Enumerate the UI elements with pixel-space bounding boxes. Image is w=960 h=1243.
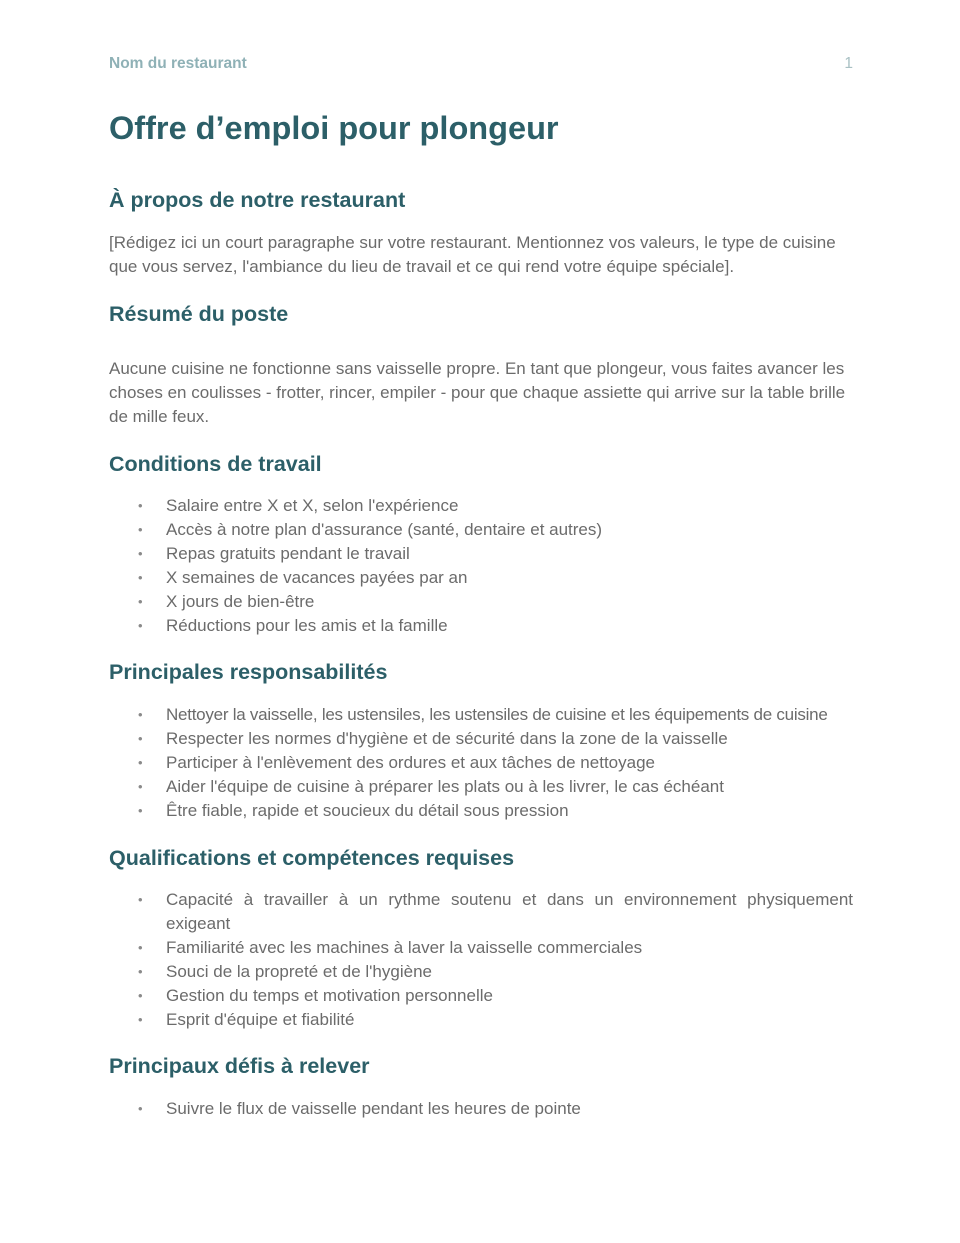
list-item	[109, 984, 853, 1008]
list-item	[109, 518, 853, 542]
list-item-text: Esprit d'équipe et fiabilité	[166, 1010, 355, 1029]
about-paragraph: [Rédigez ici un court paragraphe sur votre restaurant. Mentionnez vos valeurs, le type de cuisine que vous servez, l'ambiance du lieu de travail et ce qui rend votre équipe spéciale].	[109, 233, 836, 276]
list-item-text: Salaire entre X et X, selon l'expérience	[166, 496, 459, 515]
section-heading-about: À propos de notre restaurant	[109, 188, 406, 212]
list-item	[109, 1008, 853, 1032]
conditions-list	[109, 494, 853, 638]
list-item	[109, 703, 853, 727]
restaurant-name: Nom du restaurant	[109, 55, 247, 72]
list-item-text: Suivre le flux de vaisselle pendant les heures de pointe	[166, 1099, 581, 1118]
bullet-icon: •	[138, 731, 143, 746]
bullet-icon: •	[138, 988, 143, 1003]
list-item	[109, 590, 853, 614]
list-item-text: Nettoyer la vaisselle, les ustensiles, les ustensiles de cuisine et les équipements de cuisine	[166, 705, 828, 724]
list-item	[109, 751, 853, 775]
list-item	[109, 888, 853, 936]
section-heading-conditions: Conditions de travail	[109, 452, 322, 476]
list-item	[109, 566, 853, 590]
bullet-icon: •	[138, 522, 143, 537]
list-item	[109, 494, 853, 518]
list-item-text: Participer à l'enlèvement des ordures et aux tâches de nettoyage	[166, 753, 655, 772]
list-item	[109, 542, 853, 566]
bullet-icon: •	[138, 964, 143, 979]
bullet-icon: •	[138, 1101, 143, 1116]
challenges-list	[109, 1097, 853, 1121]
bullet-icon: •	[138, 594, 143, 609]
list-item-text: Aider l'équipe de cuisine à préparer les plats ou à les livrer, le cas échéant	[166, 777, 724, 796]
section-heading-summary: Résumé du poste	[109, 302, 289, 326]
document-title: Offre d’emploi pour plongeur	[109, 110, 559, 146]
list-item-text: Accès à notre plan d'assurance (santé, dentaire et autres)	[166, 520, 603, 539]
list-item-text: Repas gratuits pendant le travail	[166, 544, 410, 563]
bullet-icon: •	[138, 755, 143, 770]
bullet-icon: •	[138, 940, 143, 955]
list-item-text: X semaines de vacances payées par an	[166, 568, 468, 587]
section-heading-challenges: Principaux défis à relever	[109, 1054, 370, 1078]
bullet-icon: •	[138, 707, 143, 722]
list-item-text: X jours de bien-être	[166, 592, 315, 611]
list-item	[109, 614, 853, 638]
list-item-text: Capacité à travailler à un rythme soutenu et dans un environnement physiquement exigeant	[166, 890, 853, 933]
list-item-text: Réductions pour les amis et la famille	[166, 616, 448, 635]
responsibilities-list	[109, 703, 853, 823]
qualifications-list	[109, 888, 853, 1032]
list-item	[109, 936, 853, 960]
section-heading-qualifications: Qualifications et compétences requises	[109, 846, 515, 870]
bullet-icon: •	[138, 498, 143, 513]
list-item-text: Respecter les normes d'hygiène et de sécurité dans la zone de la vaisselle	[166, 729, 728, 748]
list-item-text: Souci de la propreté et de l'hygiène	[166, 962, 432, 981]
list-item	[109, 1097, 853, 1121]
list-item	[109, 727, 853, 751]
list-item	[109, 960, 853, 984]
list-item-text: Gestion du temps et motivation personnelle	[166, 986, 493, 1005]
bullet-icon: •	[138, 546, 143, 561]
list-item-text: Familiarité avec les machines à laver la vaisselle commerciales	[166, 938, 643, 957]
summary-paragraph: Aucune cuisine ne fonctionne sans vaisselle propre. En tant que plongeur, vous faites avancer les choses en coulisses - frotter, rincer, empiler - pour que chaque assiette qui arrive sur la table brille de mille feux.	[109, 359, 846, 426]
bullet-icon: •	[138, 1012, 143, 1027]
bullet-icon: •	[138, 892, 143, 907]
bullet-icon: •	[138, 779, 143, 794]
running-header	[109, 55, 853, 75]
list-item	[109, 775, 853, 799]
bullet-icon: •	[138, 570, 143, 585]
list-item	[109, 799, 853, 823]
bullet-icon: •	[138, 618, 143, 633]
section-heading-responsibilities: Principales responsabilités	[109, 660, 388, 684]
list-item-text: Être fiable, rapide et soucieux du détail sous pression	[166, 801, 569, 820]
bullet-icon: •	[138, 803, 143, 818]
page-number: 1	[844, 55, 853, 72]
